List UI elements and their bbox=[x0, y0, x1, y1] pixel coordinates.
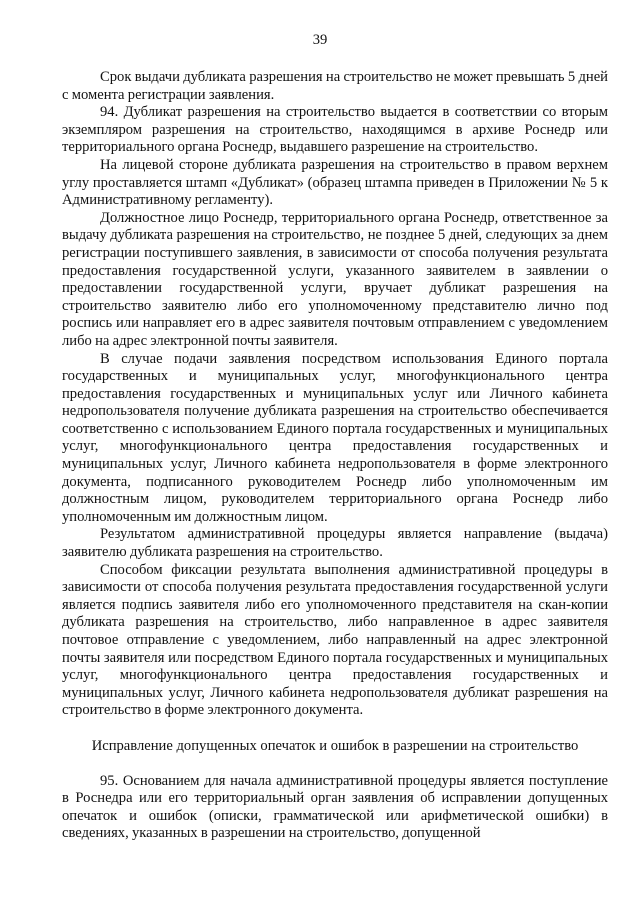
paragraph: На лицевой стороне дубликата разрешения на строительство в правом верхнем углу проставляется штамп «Дубликат» (образец штампа приведен в Приложении № 5 к Административному регламенту). bbox=[62, 156, 608, 209]
document-body bbox=[62, 69, 608, 843]
paragraph: В случае подачи заявления посредством использования Единого портала государственных и муниципальных услуг, многофункционального центра предоставления государственных и муниципальных услуг или Личного кабинета недропользователя получение дубликата разрешения на строительство обеспечивается соответственно с использованием Единого портала государственных и муниципальных услуг, многофункционального центра предоставления государственных и муниципальных услуг, Личного кабинета недропользователя в форме электронного документа, подписанного руководителем Роснедр либо уполномоченным им должностным лицом, руководителем территориального органа Роснедр либо уполномоченным им должностным лицом. bbox=[62, 350, 608, 525]
paragraph: Должностное лицо Роснедр, территориального органа Роснедр, ответственное за выдачу дубликата разрешения на строительство, не позднее 5 дней, следующих за днем регистрации поступившего заявления, в зависимости от способа получения результата предоставления государственной услуги, указанного заявителем в заявлении о предоставлении государственной услуги, вручает дубликат разрешения на строительство заявителю либо его уполномоченному представителю лично под роспись или направляет его в адрес заявителя почтовым отправлением с уведомлением либо на адрес электронной почты заявителя. bbox=[62, 209, 608, 349]
paragraph: 95. Основанием для начала административной процедуры является поступление в Роснедра или его территориальный орган заявления об исправлении допущенных опечаток и ошибок (описки, грамматической или арифметической ошибки) в сведениях, указанных в разрешении на строительство, допущенной bbox=[62, 772, 608, 842]
paragraph: Срок выдачи дубликата разрешения на строительство не может превышать 5 дней с момента регистрации заявления. bbox=[62, 69, 608, 103]
paragraph: Способом фиксации результата выполнения административной процедуры в зависимости от способа получения результата предоставления государственной услуги является подпись заявителя либо его уполномоченного представителя на скан-копии дубликата разрешения на строительство, либо направленное в адрес заявителя почтовое отправление с уведомлением, либо направленный на адрес электронной почты заявителя или посредством Единого портала государственных и муниципальных услуг, многофункционального центра предоставления государственных и муниципальных услуг, Личного кабинета недропользователя дубликат разрешения на строительство в форме электронного документа. bbox=[62, 561, 608, 719]
page-number: 39 bbox=[312, 32, 328, 48]
section-heading: Исправление допущенных опечаток и ошибок в разрешении на строительство bbox=[91, 737, 579, 754]
paragraph: 94. Дубликат разрешения на строительство выдается в соответствии со вторым экземпляром разрешения на строительство, находящимся в архиве Роснедр или территориального органа Роснедр, выдавшего разрешение на строительство. bbox=[62, 104, 608, 156]
paragraph: Результатом административной процедуры является направление (выдача) заявителю дубликата разрешения на строительство. bbox=[62, 526, 608, 561]
